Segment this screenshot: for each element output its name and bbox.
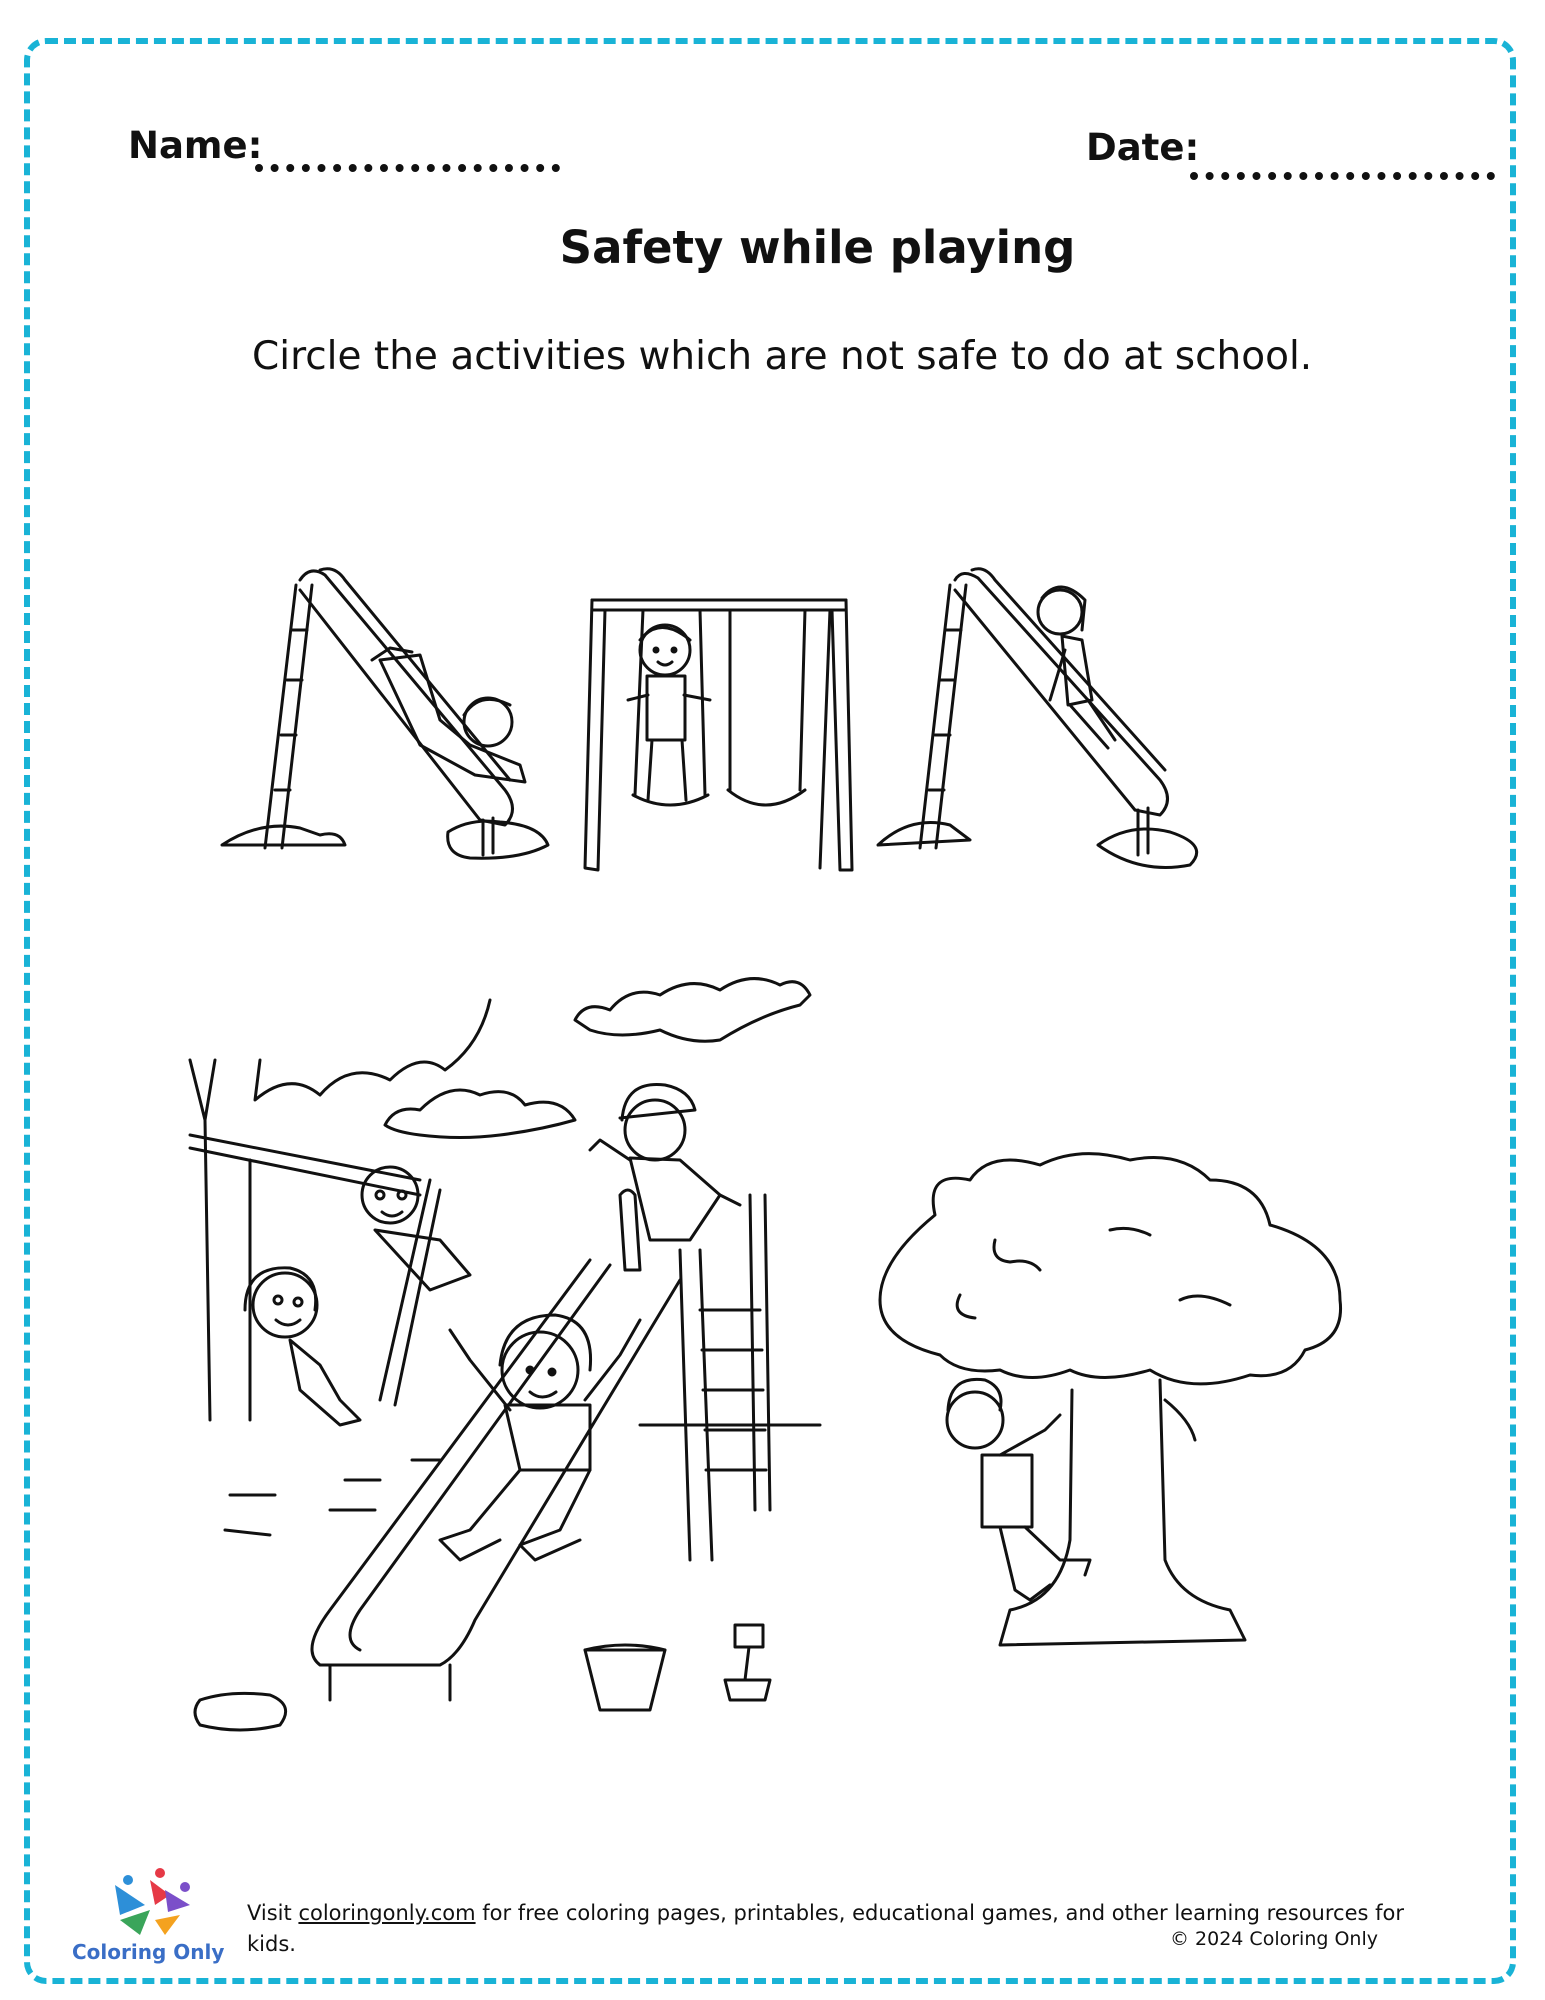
name-label: Name: bbox=[128, 124, 263, 167]
swing-standing-illustration[interactable] bbox=[585, 600, 852, 870]
logo-text: Coloring Only bbox=[72, 1940, 225, 1964]
coloring-only-logo-icon bbox=[115, 1868, 190, 1935]
slide-headfirst-illustration[interactable] bbox=[222, 569, 548, 858]
worksheet-instruction: Circle the activities which are not safe to do at school. bbox=[252, 334, 1313, 379]
slide-climbing-up-illustration[interactable] bbox=[878, 569, 1197, 868]
footer-link[interactable]: coloringonly.com bbox=[298, 1901, 476, 1925]
date-label: Date: bbox=[1086, 126, 1200, 169]
footer-visit-suffix: for free coloring pages, printables, educational games, and other learning resources for kids. bbox=[247, 1901, 1404, 1956]
copyright-text: © 2024 Coloring Only bbox=[1170, 1928, 1378, 1950]
worksheet-title: Safety while playing bbox=[559, 221, 1076, 274]
footer-visit-prefix: Visit bbox=[247, 1901, 299, 1925]
playground-scene-illustration[interactable] bbox=[190, 979, 820, 1730]
tree-climbing-illustration[interactable] bbox=[880, 1154, 1341, 1645]
